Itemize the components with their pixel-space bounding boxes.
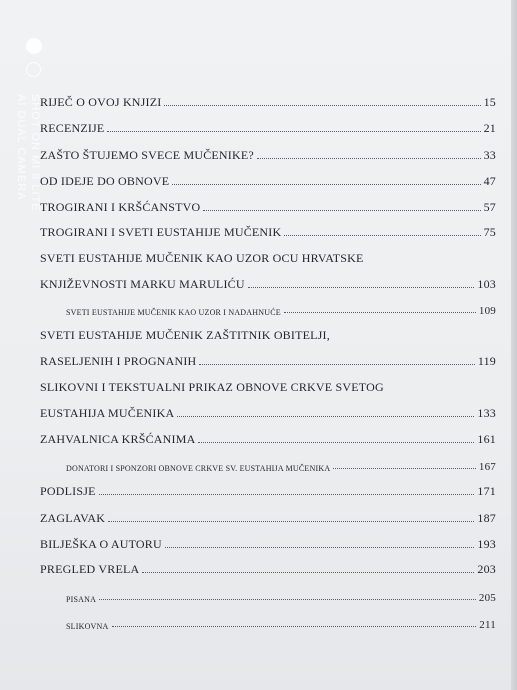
toc-entry-page: 33 xyxy=(483,148,496,162)
toc-entry xyxy=(40,403,496,421)
dot-leader xyxy=(164,105,480,106)
toc-entry-page: 103 xyxy=(477,277,496,291)
toc-entry xyxy=(40,351,496,369)
toc-entry-title: PISANA xyxy=(66,595,97,604)
toc-entry xyxy=(40,171,496,189)
toc-entry-page: 167 xyxy=(478,461,496,473)
toc-entry-page: 119 xyxy=(477,354,496,368)
dot-leader xyxy=(107,131,480,132)
dot-leader xyxy=(248,287,475,288)
toc-entry xyxy=(40,118,496,136)
toc-entry-heading-line xyxy=(40,248,496,266)
toc-entry-page: 57 xyxy=(483,200,496,214)
toc-entry-title: PREGLED VRELA xyxy=(40,562,140,576)
dot-leader xyxy=(142,572,474,573)
toc-entry-title: KNJIŽEVNOSTI MARKU MARULIĆU xyxy=(40,277,245,291)
dot-leader xyxy=(257,158,481,159)
toc-entry-title: RECENZIJE xyxy=(40,121,105,135)
toc-entry-page: 161 xyxy=(477,432,496,446)
watermark-filled-circle-icon xyxy=(26,38,42,54)
toc-subentry xyxy=(40,299,496,317)
dot-leader xyxy=(333,468,476,469)
toc-entry xyxy=(40,508,496,526)
dot-leader xyxy=(199,364,474,365)
toc-entry-title: RASELJENIH I PROGNANIH xyxy=(40,354,197,368)
toc-entry xyxy=(40,559,496,577)
dot-leader xyxy=(177,416,474,417)
toc-entry-page: 205 xyxy=(478,592,496,604)
toc-entry-title: TROGIRANI I KRŠĆANSTVO xyxy=(40,200,201,214)
toc-entry-title: DONATORI I SPONZORI OBNOVE CRKVE SV. EUSTAHIJA MUČENIKA xyxy=(66,464,331,473)
toc-entry-page: 193 xyxy=(477,537,496,551)
toc-entry-title: SVETI EUSTAHIJE MUČENIK KAO UZOR OCU HRVATSKE xyxy=(40,251,364,265)
dot-leader xyxy=(165,547,475,548)
toc-entry-page: 171 xyxy=(477,484,496,498)
dot-leader xyxy=(112,626,477,627)
toc-subentry xyxy=(40,613,496,631)
page-edge xyxy=(511,0,517,690)
toc-entry-title: ZAŠTO ŠTUJEMO SVECE MUČENIKE? xyxy=(40,148,254,162)
toc-entry-title: SLIKOVNA xyxy=(66,622,109,631)
toc-entry-page: 187 xyxy=(477,511,496,525)
toc-entry xyxy=(40,92,496,110)
watermark-text xyxy=(14,94,42,212)
toc-entry-title: TROGIRANI I SVETI EUSTAHIJE MUČENIK xyxy=(40,225,282,239)
toc-entry xyxy=(40,481,496,499)
watermark-line-2: AI DUAL CAMERA xyxy=(15,94,27,201)
watermark-line-1: SHOT ON MI 8 LITE xyxy=(29,94,41,212)
toc-entry-page: 211 xyxy=(479,619,496,631)
toc-entry xyxy=(40,274,496,292)
toc-entry xyxy=(40,145,496,163)
dot-leader xyxy=(99,599,476,600)
toc-entry xyxy=(40,197,496,215)
toc-entry-title: OD IDEJE DO OBNOVE xyxy=(40,174,170,188)
toc-subentry xyxy=(40,455,496,473)
toc-entry-heading-line xyxy=(40,325,496,343)
toc-entry-page: 133 xyxy=(477,406,496,420)
toc-entry-heading-line xyxy=(40,377,496,395)
toc-entry-page: 203 xyxy=(477,562,496,576)
toc-entry-page: 15 xyxy=(483,95,496,109)
toc-entry-title: SVETI EUSTAHIJE MUČENIK KAO UZOR I NADAHNUĆE xyxy=(66,308,281,317)
dot-leader xyxy=(172,184,480,185)
dot-leader xyxy=(108,521,474,522)
toc-entry-title: EUSTAHIJA MUČENIKA xyxy=(40,406,175,420)
dot-leader xyxy=(198,442,474,443)
toc-entry-page: 21 xyxy=(483,121,496,135)
dot-leader xyxy=(203,210,480,211)
toc-entry xyxy=(40,534,496,552)
dot-leader xyxy=(99,494,475,495)
dot-leader xyxy=(284,312,476,313)
toc-entry-title: SVETI EUSTAHIJE MUČENIK ZAŠTITNIK OBITELJI, xyxy=(40,328,330,342)
toc-entry xyxy=(40,429,496,447)
toc-subentry xyxy=(40,586,496,604)
toc-entry-title: PODLISJE xyxy=(40,484,96,498)
toc-entry-page: 47 xyxy=(483,174,496,188)
dot-leader xyxy=(284,235,480,236)
toc-entry-page: 75 xyxy=(483,225,496,239)
toc-entry-page: 109 xyxy=(478,305,496,317)
toc-entry-title: RIJEČ O OVOJ KNJIZI xyxy=(40,95,162,109)
toc-entry-title: ZAHVALNICA KRŠĆANIMA xyxy=(40,432,196,446)
watermark-ring-icon xyxy=(26,62,41,77)
toc-entry-title: ZAGLAVAK xyxy=(40,511,106,525)
toc-entry-title: BILJEŠKA O AUTORU xyxy=(40,537,162,551)
toc-entry xyxy=(40,222,496,240)
toc-entry-title: SLIKOVNI I TEKSTUALNI PRIKAZ OBNOVE CRKVE SVETOG xyxy=(40,380,384,394)
